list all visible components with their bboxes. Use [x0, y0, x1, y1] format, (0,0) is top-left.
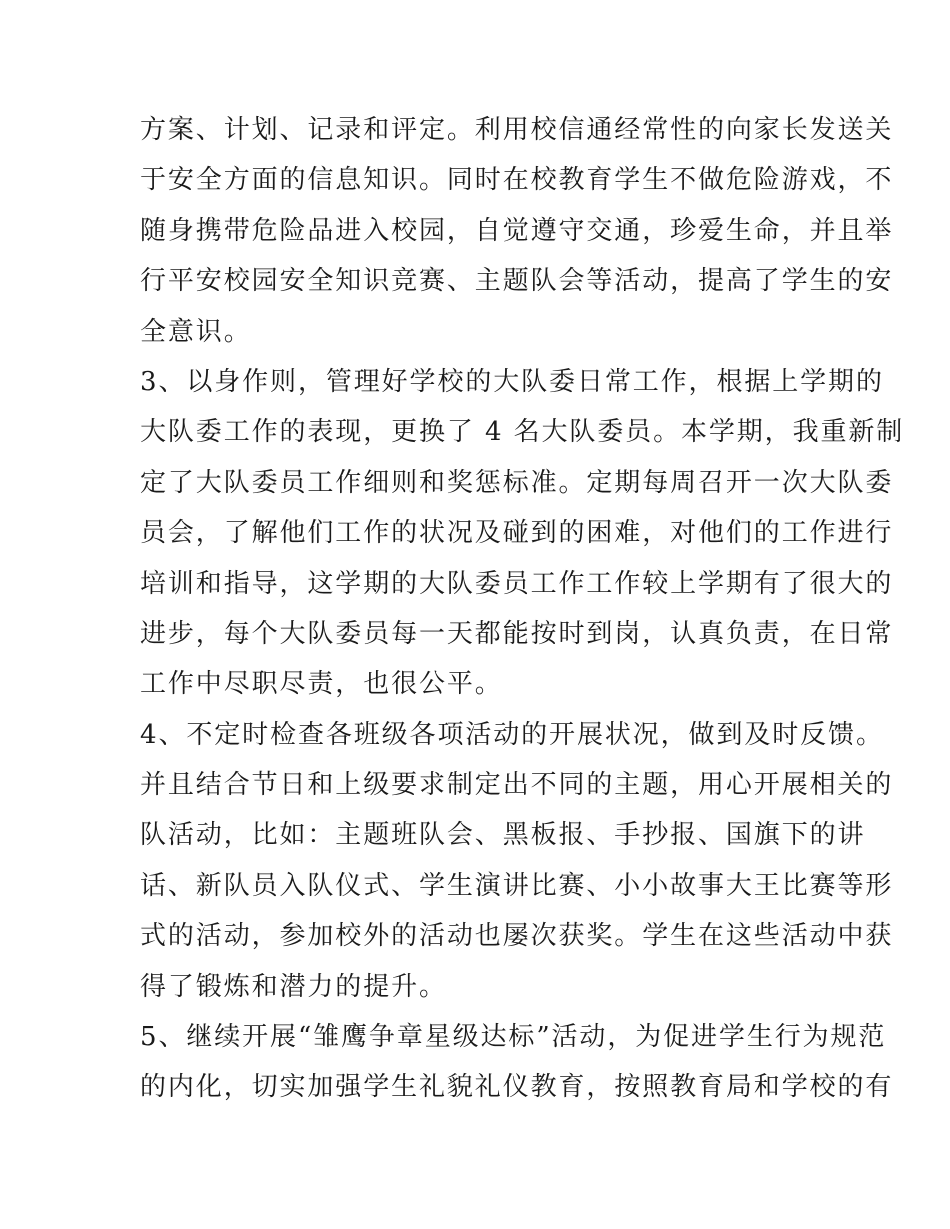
text-line: 全意识。 — [140, 316, 252, 347]
text-line: 话、新队员入队仪式、学生演讲比赛、小小故事大王比赛等形 — [140, 870, 894, 901]
text-line: 4、不定时检查各班级各项活动的开展状况，做到及时反馈。 — [140, 719, 884, 750]
text-line: 3、以身作则，管理好学校的大队委日常工作，根据上学期的 — [140, 366, 884, 397]
text-line: 定了大队委员工作细则和奖惩标准。定期每周召开一次大队委 — [140, 467, 894, 498]
text-line: 方案、计划、记录和评定。利用校信通经常性的向家长发送关 — [140, 115, 894, 145]
text-line: 队活动，比如：主题班队会、黑板报、手抄报、国旗下的讲 — [140, 820, 866, 851]
text-line: 得了锻炼和潜力的提升。 — [140, 971, 447, 1002]
text-line: 大队委工作的表现，更换了 4 名大队委员。本学期，我重新制 — [140, 417, 905, 448]
text-line: 随身携带危险品进入校园，自觉遵守交通，珍爱生命，并且举 — [140, 215, 894, 246]
text-line: 的内化，切实加强学生礼貌礼仪教育，按照教育局和学校的有 — [140, 1072, 894, 1103]
text-line: 培训和指导，这学期的大队委员工作工作较上学期有了很大的 — [140, 568, 894, 599]
text-line: 行平安校园安全知识竞赛、主题队会等活动，提高了学生的安 — [140, 266, 894, 297]
text-line: 工作中尽职尽责，也很公平。 — [140, 669, 503, 700]
document-page — [140, 105, 905, 1113]
text-line: 于安全方面的信息知识。同时在校教育学生不做危险游戏，不 — [140, 165, 894, 196]
text-line: 式的活动，参加校外的活动也屡次获奖。学生在这些活动中获 — [140, 921, 894, 952]
text-line: 员会，了解他们工作的状况及碰到的困难，对他们的工作进行 — [140, 518, 894, 549]
text-line: 并且结合节日和上级要求制定出不同的主题，用心开展相关的 — [140, 770, 894, 801]
text-line: 5、继续开展“雏鹰争章星级达标”活动，为促进学生行为规范 — [140, 1022, 887, 1053]
text-line: 进步，每个大队委员每一天都能按时到岗，认真负责，在日常 — [140, 618, 894, 649]
